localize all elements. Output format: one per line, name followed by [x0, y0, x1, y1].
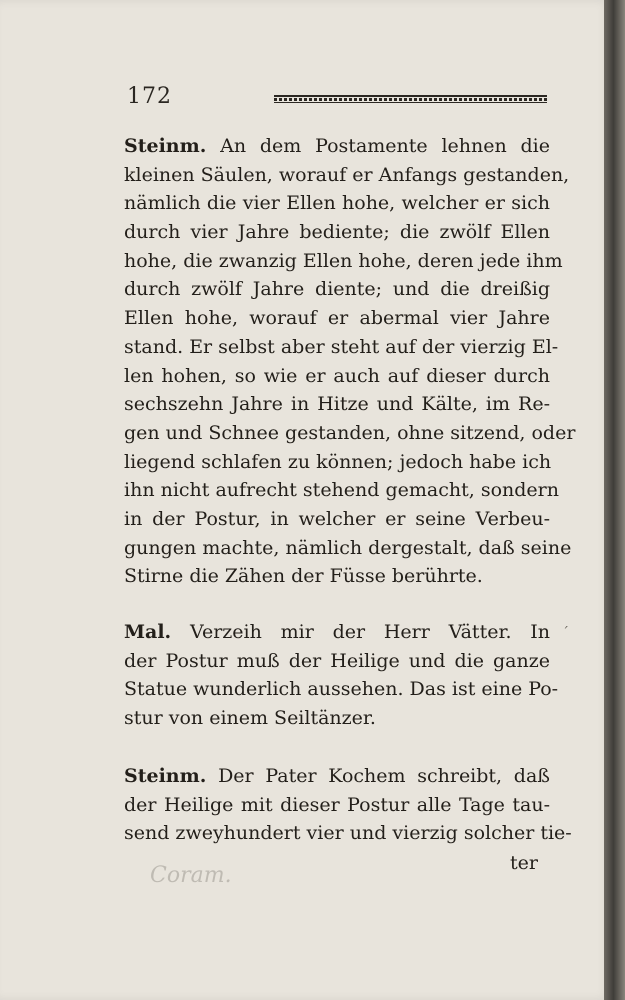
text-line: ihn nicht aufrecht stehend gemacht, sondern: [124, 479, 559, 502]
text-line: liegend schlafen zu können; jedoch habe ich: [124, 450, 552, 473]
text-line: nämlich die vier Ellen hohe, welcher er sich: [124, 192, 550, 215]
page-number: 172: [127, 84, 172, 109]
text-line: hohe, die zwanzig Ellen hohe, deren jede ihm: [124, 249, 563, 272]
text-line: Stirne die Zähen der Füsse berührte.: [124, 565, 483, 588]
text-line: der Heilige mit dieser Postur alle Tage tau-: [124, 793, 550, 816]
text-line: durch zwölf Jahre diente; und die dreißig: [124, 278, 550, 301]
paragraph-2: [124, 618, 559, 733]
header-ornament-rule: [274, 95, 547, 103]
text-line: Ellen hohe, worauf er abermal vier Jahre: [124, 307, 550, 330]
catchword: ter: [510, 852, 538, 874]
speaker-label: Steinm.: [124, 135, 207, 157]
text-line: Steinm. An dem Postamente lehnen die: [124, 135, 550, 157]
text-line: stand. Er selbst aber steht auf der vierzig El-: [124, 335, 559, 358]
text-line: send zweyhundert vier und vierzig solcher tie-: [124, 822, 572, 845]
speaker-label: Mal.: [124, 621, 172, 643]
faded-stamp: Coram.: [150, 863, 232, 888]
margin-mark: ˊ: [562, 625, 569, 641]
speaker-label: Steinm.: [124, 765, 207, 787]
text-line: der Postur muß der Heilige und die ganze: [124, 649, 550, 672]
text-line: in der Postur, in welcher er seine Verbeu-: [124, 507, 550, 530]
text-line: kleinen Säulen, worauf er Anfangs gestanden,: [124, 163, 570, 186]
text-line: len hohen, so wie er auch auf dieser durch: [124, 364, 550, 387]
text-line: Mal. Verzeih mir der Herr Vätter. In: [124, 621, 551, 643]
text-line: Statue wunderlich aussehen. Das ist eine Po-: [124, 678, 559, 701]
paragraph-3: [124, 762, 572, 848]
text-line: stur von einem Seiltänzer.: [124, 707, 376, 730]
text-line: Steinm. Der Pater Kochem schreibt, daß: [124, 765, 550, 787]
paragraph-1: [124, 132, 576, 591]
text-line: gen und Schnee gestanden, ohne sitzend, oder: [124, 421, 576, 444]
page-header: [127, 84, 547, 114]
book-binding-edge: [604, 0, 625, 1000]
text-line: sechszehn Jahre in Hitze und Kälte, im Re-: [124, 393, 550, 416]
text-line: durch vier Jahre bediente; die zwölf Ellen: [124, 221, 550, 244]
text-line: gungen machte, nämlich dergestalt, daß seine: [124, 536, 572, 559]
